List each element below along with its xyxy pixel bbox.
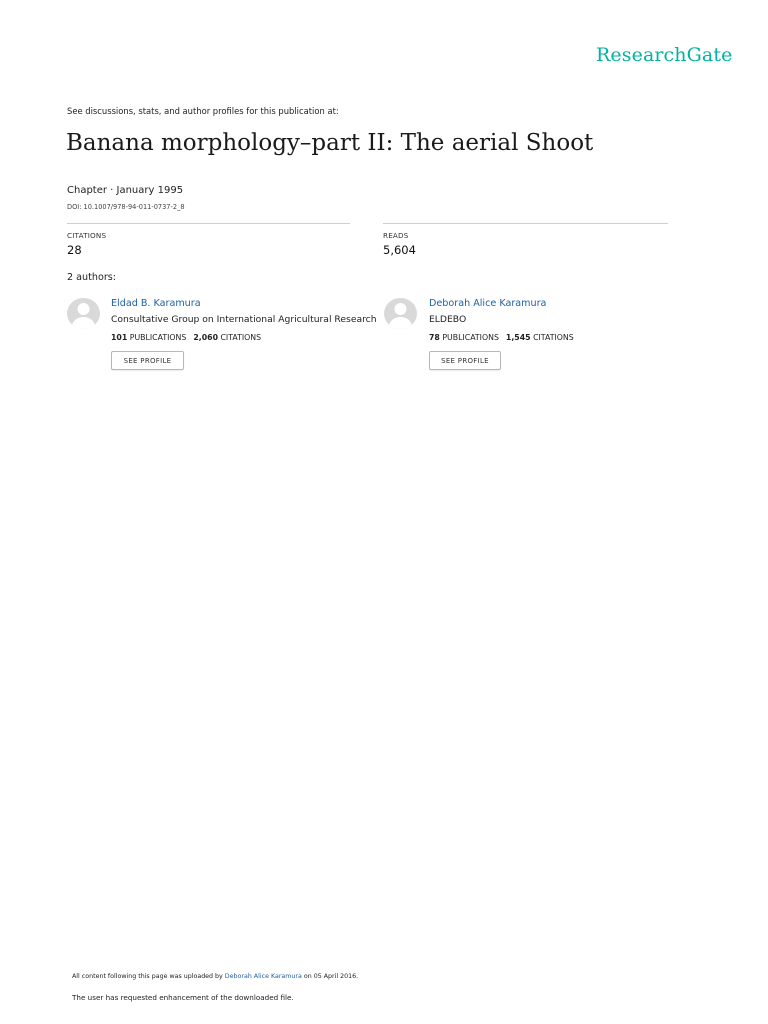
citations-count: 28 bbox=[67, 243, 82, 257]
publication-type: Chapter bbox=[67, 185, 107, 196]
enhancement-note: The user has requested enhancement of the downloaded file. bbox=[72, 993, 294, 1002]
publication-date: · January 1995 bbox=[106, 185, 184, 196]
author-stats bbox=[429, 333, 574, 342]
uploader-link[interactable]: Deborah Alice Karamura bbox=[224, 973, 302, 980]
author-name-link[interactable]: Deborah Alice Karamura bbox=[429, 298, 547, 309]
discussion-text: See discussions, stats, and author profiles for this publication at: bbox=[67, 106, 339, 116]
publications-label: PUBLICATIONS bbox=[129, 333, 187, 342]
publication-title: Banana morphology–part II: The aerial Shoot bbox=[66, 130, 594, 156]
see-profile-button[interactable]: SEE PROFILE bbox=[111, 351, 184, 370]
upload-note bbox=[72, 973, 358, 980]
author-citations-label: CITATIONS bbox=[533, 333, 574, 342]
upload-prefix: All content following this page was uploaded by bbox=[72, 973, 225, 980]
authors-heading: 2 authors: bbox=[67, 272, 116, 283]
author-name-link[interactable]: Eldad B. Karamura bbox=[111, 298, 201, 309]
publications-count: 78 bbox=[429, 333, 440, 342]
citations-label: CITATIONS bbox=[67, 231, 107, 240]
user-silhouette-icon[interactable] bbox=[67, 298, 100, 329]
reads-count: 5,604 bbox=[383, 243, 416, 257]
discussion-line bbox=[67, 106, 339, 116]
publications-label: PUBLICATIONS bbox=[442, 333, 499, 342]
upload-suffix: on 05 April 2016. bbox=[301, 973, 359, 980]
author-institution: Consultative Group on International Agricultural Research bbox=[111, 314, 377, 325]
author-citations-count: 2,060 bbox=[193, 333, 218, 342]
author-institution: ELDEBO bbox=[429, 314, 467, 325]
reads-label: READS bbox=[383, 231, 409, 240]
publication-meta bbox=[67, 185, 183, 196]
user-silhouette-icon[interactable] bbox=[384, 298, 417, 329]
see-profile-button[interactable]: SEE PROFILE bbox=[429, 351, 501, 370]
researchgate-logo[interactable]: ResearchGate bbox=[596, 44, 733, 66]
divider bbox=[383, 223, 668, 224]
author-card bbox=[67, 298, 387, 378]
publication-doi: DOI: 10.1007/978-94-011-0737-2_8 bbox=[67, 203, 185, 211]
divider bbox=[67, 223, 350, 224]
author-card bbox=[384, 298, 704, 378]
author-stats bbox=[111, 333, 261, 342]
author-citations-label: CITATIONS bbox=[220, 333, 262, 342]
author-citations-count: 1,545 bbox=[505, 333, 531, 342]
publications-count: 101 bbox=[111, 333, 128, 342]
